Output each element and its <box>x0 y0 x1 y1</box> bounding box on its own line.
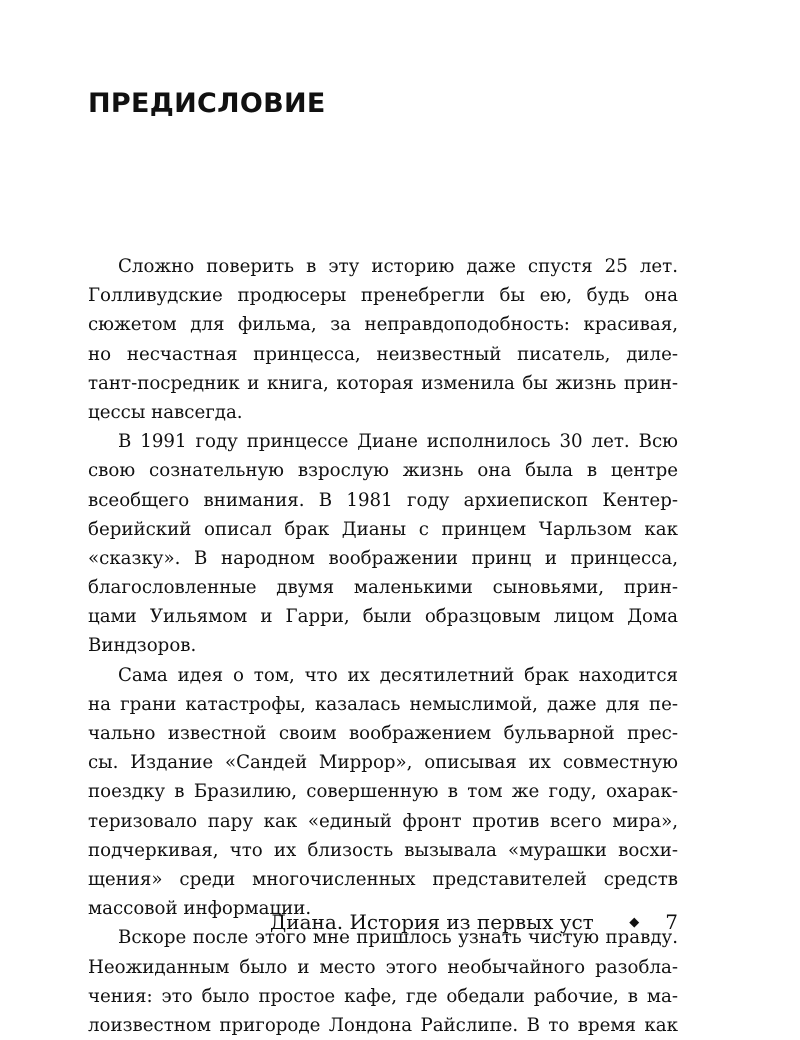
text-line: теризовало пару как «единый фронт против всего мира», <box>88 810 678 832</box>
text-line: Сама идея о том, что их десятилетний брак находится <box>118 664 678 686</box>
text-line: подчеркивая, что их близость вызывала «мурашки восхи- <box>88 839 678 861</box>
text-line: Неожиданным было и место этого необычайного разобла- <box>88 956 678 978</box>
text-line: тант-посредник и книга, которая изменила бы жизнь прин- <box>88 372 678 394</box>
text-line: Голливудские продюсеры пренебрегли бы ею, будь она <box>88 285 678 307</box>
text-line: Сложно поверить в эту историю даже спустя 25 лет. <box>118 256 678 277</box>
text-line: но несчастная принцесса, неизвестный писатель, диле- <box>88 343 678 365</box>
text-line: щения» среди многочисленных представителей средств <box>88 868 678 890</box>
text-line: сы. Издание «Сандей Миррор», описывая их совместную <box>88 752 678 774</box>
running-title: Диана. История из первых уст <box>270 910 594 934</box>
page-footer <box>270 910 678 934</box>
page-number: 7 <box>665 910 678 934</box>
text-line: всеобщего внимания. В 1981 году архиепископ Кентер- <box>88 489 678 511</box>
text-line: благословленные двумя маленькими сыновьями, прин- <box>88 577 678 599</box>
text-line: лоизвестном пригороде Лондона Райслипе. В то время как <box>88 1014 678 1036</box>
text-line: берийский описал брак Дианы с принцем Чарльзом как <box>88 518 678 540</box>
text-line: В 1991 году принцессе Диане исполнилось 30 лет. Всю <box>118 431 678 453</box>
chapter-heading: ПРЕДИСЛОВИЕ <box>88 88 326 119</box>
text-line: «сказку». В народном воображении принц и принцесса, <box>88 547 678 569</box>
text-line: цессы навсегда. <box>88 401 243 423</box>
text-line: Виндзоров. <box>88 635 197 657</box>
text-line: чения: это было простое кафе, где обедали рабочие, в ма- <box>88 985 678 1007</box>
text-line: массовой информации. <box>88 898 312 920</box>
text-line: свою сознательную взрослую жизнь она была в центре <box>88 460 678 482</box>
text-line: чально известной своим воображением бульварной прес- <box>88 723 678 744</box>
text-line: цами Уильямом и Гарри, были образцовым лицом Дома <box>88 606 678 628</box>
text-line: сюжетом для фильма, за неправдоподобность: красивая, <box>88 314 678 336</box>
text-line: поездку в Бразилию, совершенную в том же году, охарак- <box>88 781 678 803</box>
text-line: на грани катастрофы, казалась немыслимой, даже для пе- <box>88 693 678 715</box>
text-line: Вскоре после этого мне пришлось узнать чистую правду. <box>118 927 678 949</box>
diamond-separator-icon: ◆ <box>629 914 640 930</box>
